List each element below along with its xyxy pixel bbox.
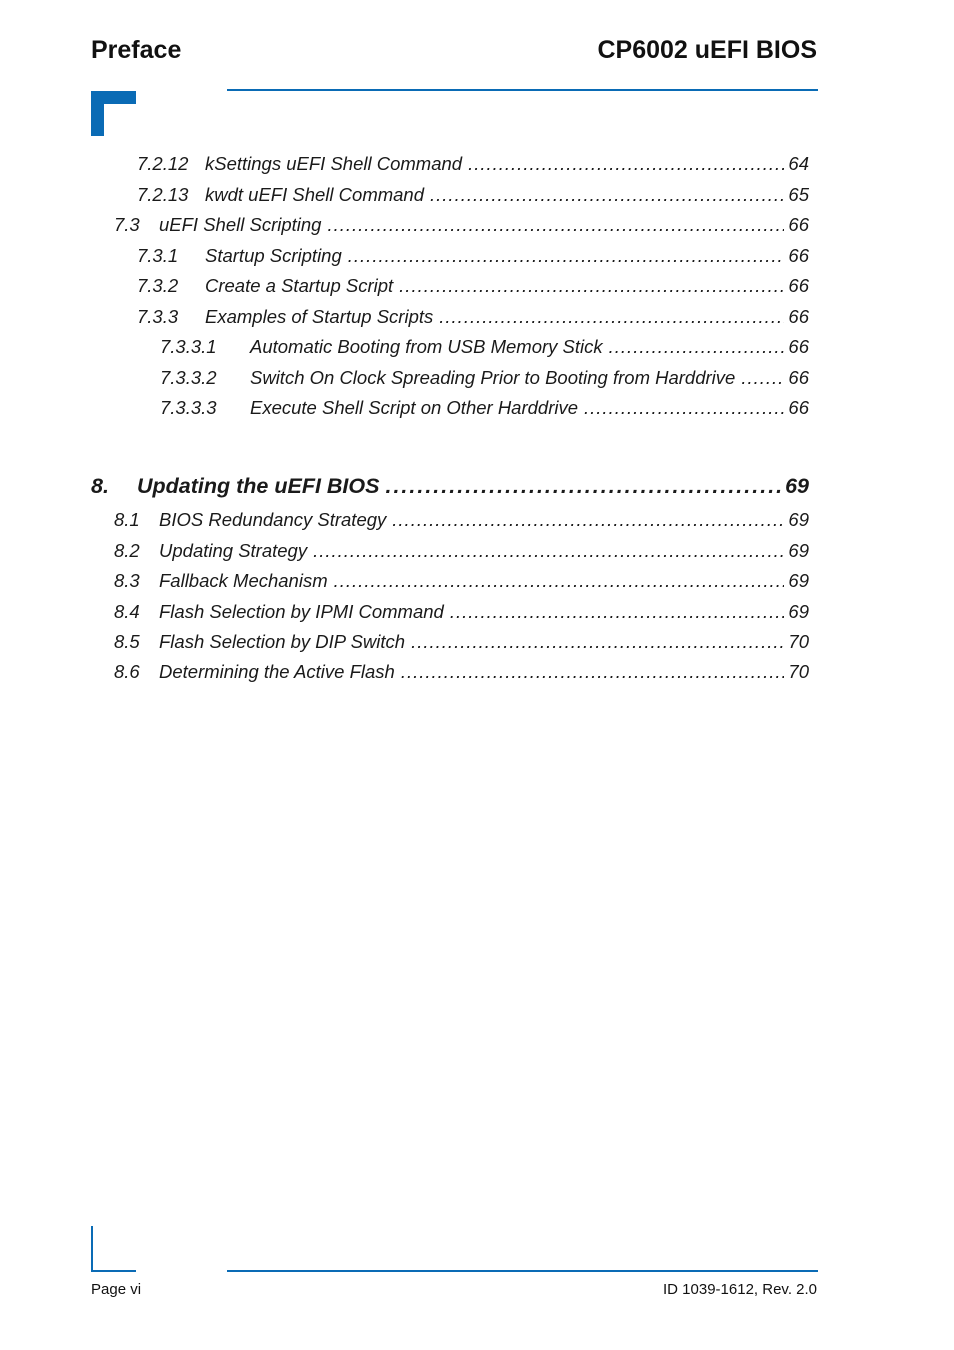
header-rule [227, 89, 818, 91]
toc-entry-number: 8. [91, 474, 109, 498]
toc-entry-page: 66 [788, 275, 809, 296]
toc-leader-dots [609, 335, 785, 359]
toc-entry-page: 66 [788, 397, 809, 418]
toc-entry-page: 70 [788, 661, 809, 682]
toc-entry-title: Updating Strategy [159, 540, 308, 561]
toc-entry[interactable] [114, 630, 809, 654]
footer-rule [227, 1270, 818, 1272]
toc-entry-page: 70 [788, 631, 809, 652]
toc-entry-title: kSettings uEFI Shell Command [205, 153, 463, 174]
toc-entry-number: 7.3.3.1 [160, 336, 217, 357]
toc-leader-dots [430, 183, 784, 207]
toc-entry[interactable] [114, 569, 809, 593]
toc-entry-number: 8.2 [114, 540, 140, 561]
toc-entry-title: Flash Selection by DIP Switch [159, 631, 406, 652]
toc-entry[interactable] [114, 660, 809, 684]
toc-entry-page: 64 [788, 153, 809, 174]
toc-entry-page: 66 [788, 336, 809, 357]
toc-leader-dots [439, 305, 784, 329]
toc-entry-number: 7.3.3.2 [160, 367, 217, 388]
toc-leader-dots [399, 274, 784, 298]
toc-entry-title: Examples of Startup Scripts [205, 306, 434, 327]
toc-entry-number: 7.2.13 [137, 184, 189, 205]
toc-leader-dots [392, 508, 784, 532]
toc-entry-title: Execute Shell Script on Other Harddrive [250, 397, 579, 418]
toc-entry-title: Flash Selection by IPMI Command [159, 601, 444, 622]
toc-entry-page: 69 [788, 601, 809, 622]
toc-entry-title: BIOS Redundancy Strategy [159, 509, 387, 530]
toc-entry-page: 66 [788, 367, 809, 388]
toc-chapter-entry[interactable] [91, 472, 809, 500]
toc-entry-title: Fallback Mechanism [159, 570, 328, 591]
toc-entry[interactable] [114, 600, 809, 624]
toc-entry-number: 7.2.12 [137, 153, 189, 174]
toc-entry[interactable] [137, 152, 809, 176]
toc-entry-title: Automatic Booting from USB Memory Stick [250, 336, 603, 357]
toc-entry-number: 7.3.3 [137, 306, 179, 327]
toc-leader-dots [468, 152, 784, 176]
toc-entry-number: 7.3 [114, 214, 140, 235]
toc-entry-number: 7.3.3.3 [160, 397, 217, 418]
toc-entry[interactable] [114, 539, 809, 563]
toc-entry[interactable] [137, 274, 809, 298]
toc-entry-number: 8.3 [114, 570, 140, 591]
toc-leader-dots [450, 600, 785, 624]
toc-entry-page: 66 [788, 245, 809, 266]
footer-corner-bracket-icon [91, 1226, 136, 1272]
toc-entry-title: Startup Scripting [205, 245, 342, 266]
corner-bracket-icon [91, 91, 136, 136]
toc-entry-title: Create a Startup Script [205, 275, 394, 296]
toc-entry-number: 7.3.2 [137, 275, 179, 296]
toc-entry-page: 69 [788, 509, 809, 530]
toc-entry[interactable] [160, 335, 809, 359]
toc-leader-dots [401, 660, 785, 684]
toc-leader-dots [334, 569, 785, 593]
toc-entry-page: 66 [788, 306, 809, 327]
footer-doc-id: ID 1039-1612, Rev. 2.0 [663, 1281, 817, 1298]
header-section-title: Preface [91, 36, 182, 64]
toc-entry-title: Switch On Clock Spreading Prior to Booting from Harddrive [250, 367, 736, 388]
toc-entry-number: 7.3.1 [137, 245, 179, 266]
toc-leader-dots [348, 244, 785, 268]
toc-entry[interactable] [114, 213, 809, 237]
toc-leader-dots [327, 213, 784, 237]
toc-entry[interactable] [160, 366, 809, 390]
toc-entry-number: 8.1 [114, 509, 140, 530]
toc-entry-number: 8.5 [114, 631, 140, 652]
toc-leader-dots [584, 396, 784, 420]
footer-page-label: Page vi [91, 1281, 142, 1298]
toc-leader-dots [313, 539, 784, 563]
toc-entry-page: 69 [785, 474, 809, 498]
toc-entry-title: uEFI Shell Scripting [159, 214, 322, 235]
toc-entry-number: 8.6 [114, 661, 140, 682]
toc-leader-dots [741, 366, 784, 390]
toc-entry[interactable] [137, 183, 809, 207]
toc-entry[interactable] [137, 305, 809, 329]
toc-entry-page: 69 [788, 570, 809, 591]
toc-entry[interactable] [137, 244, 809, 268]
toc-entry-number: 8.4 [114, 601, 140, 622]
toc-entry-page: 69 [788, 540, 809, 561]
toc-entry[interactable] [160, 396, 809, 420]
toc-leader-dots [411, 630, 784, 654]
toc-entry-title: kwdt uEFI Shell Command [205, 184, 425, 205]
header-product-title: CP6002 uEFI BIOS [597, 36, 817, 64]
toc-entry-page: 65 [788, 184, 809, 205]
toc-entry-page: 66 [788, 214, 809, 235]
toc-entry-title: Determining the Active Flash [159, 661, 395, 682]
toc-entry-title: Updating the uEFI BIOS [137, 474, 380, 498]
toc-leader-dots [385, 472, 781, 500]
toc-entry[interactable] [114, 508, 809, 532]
